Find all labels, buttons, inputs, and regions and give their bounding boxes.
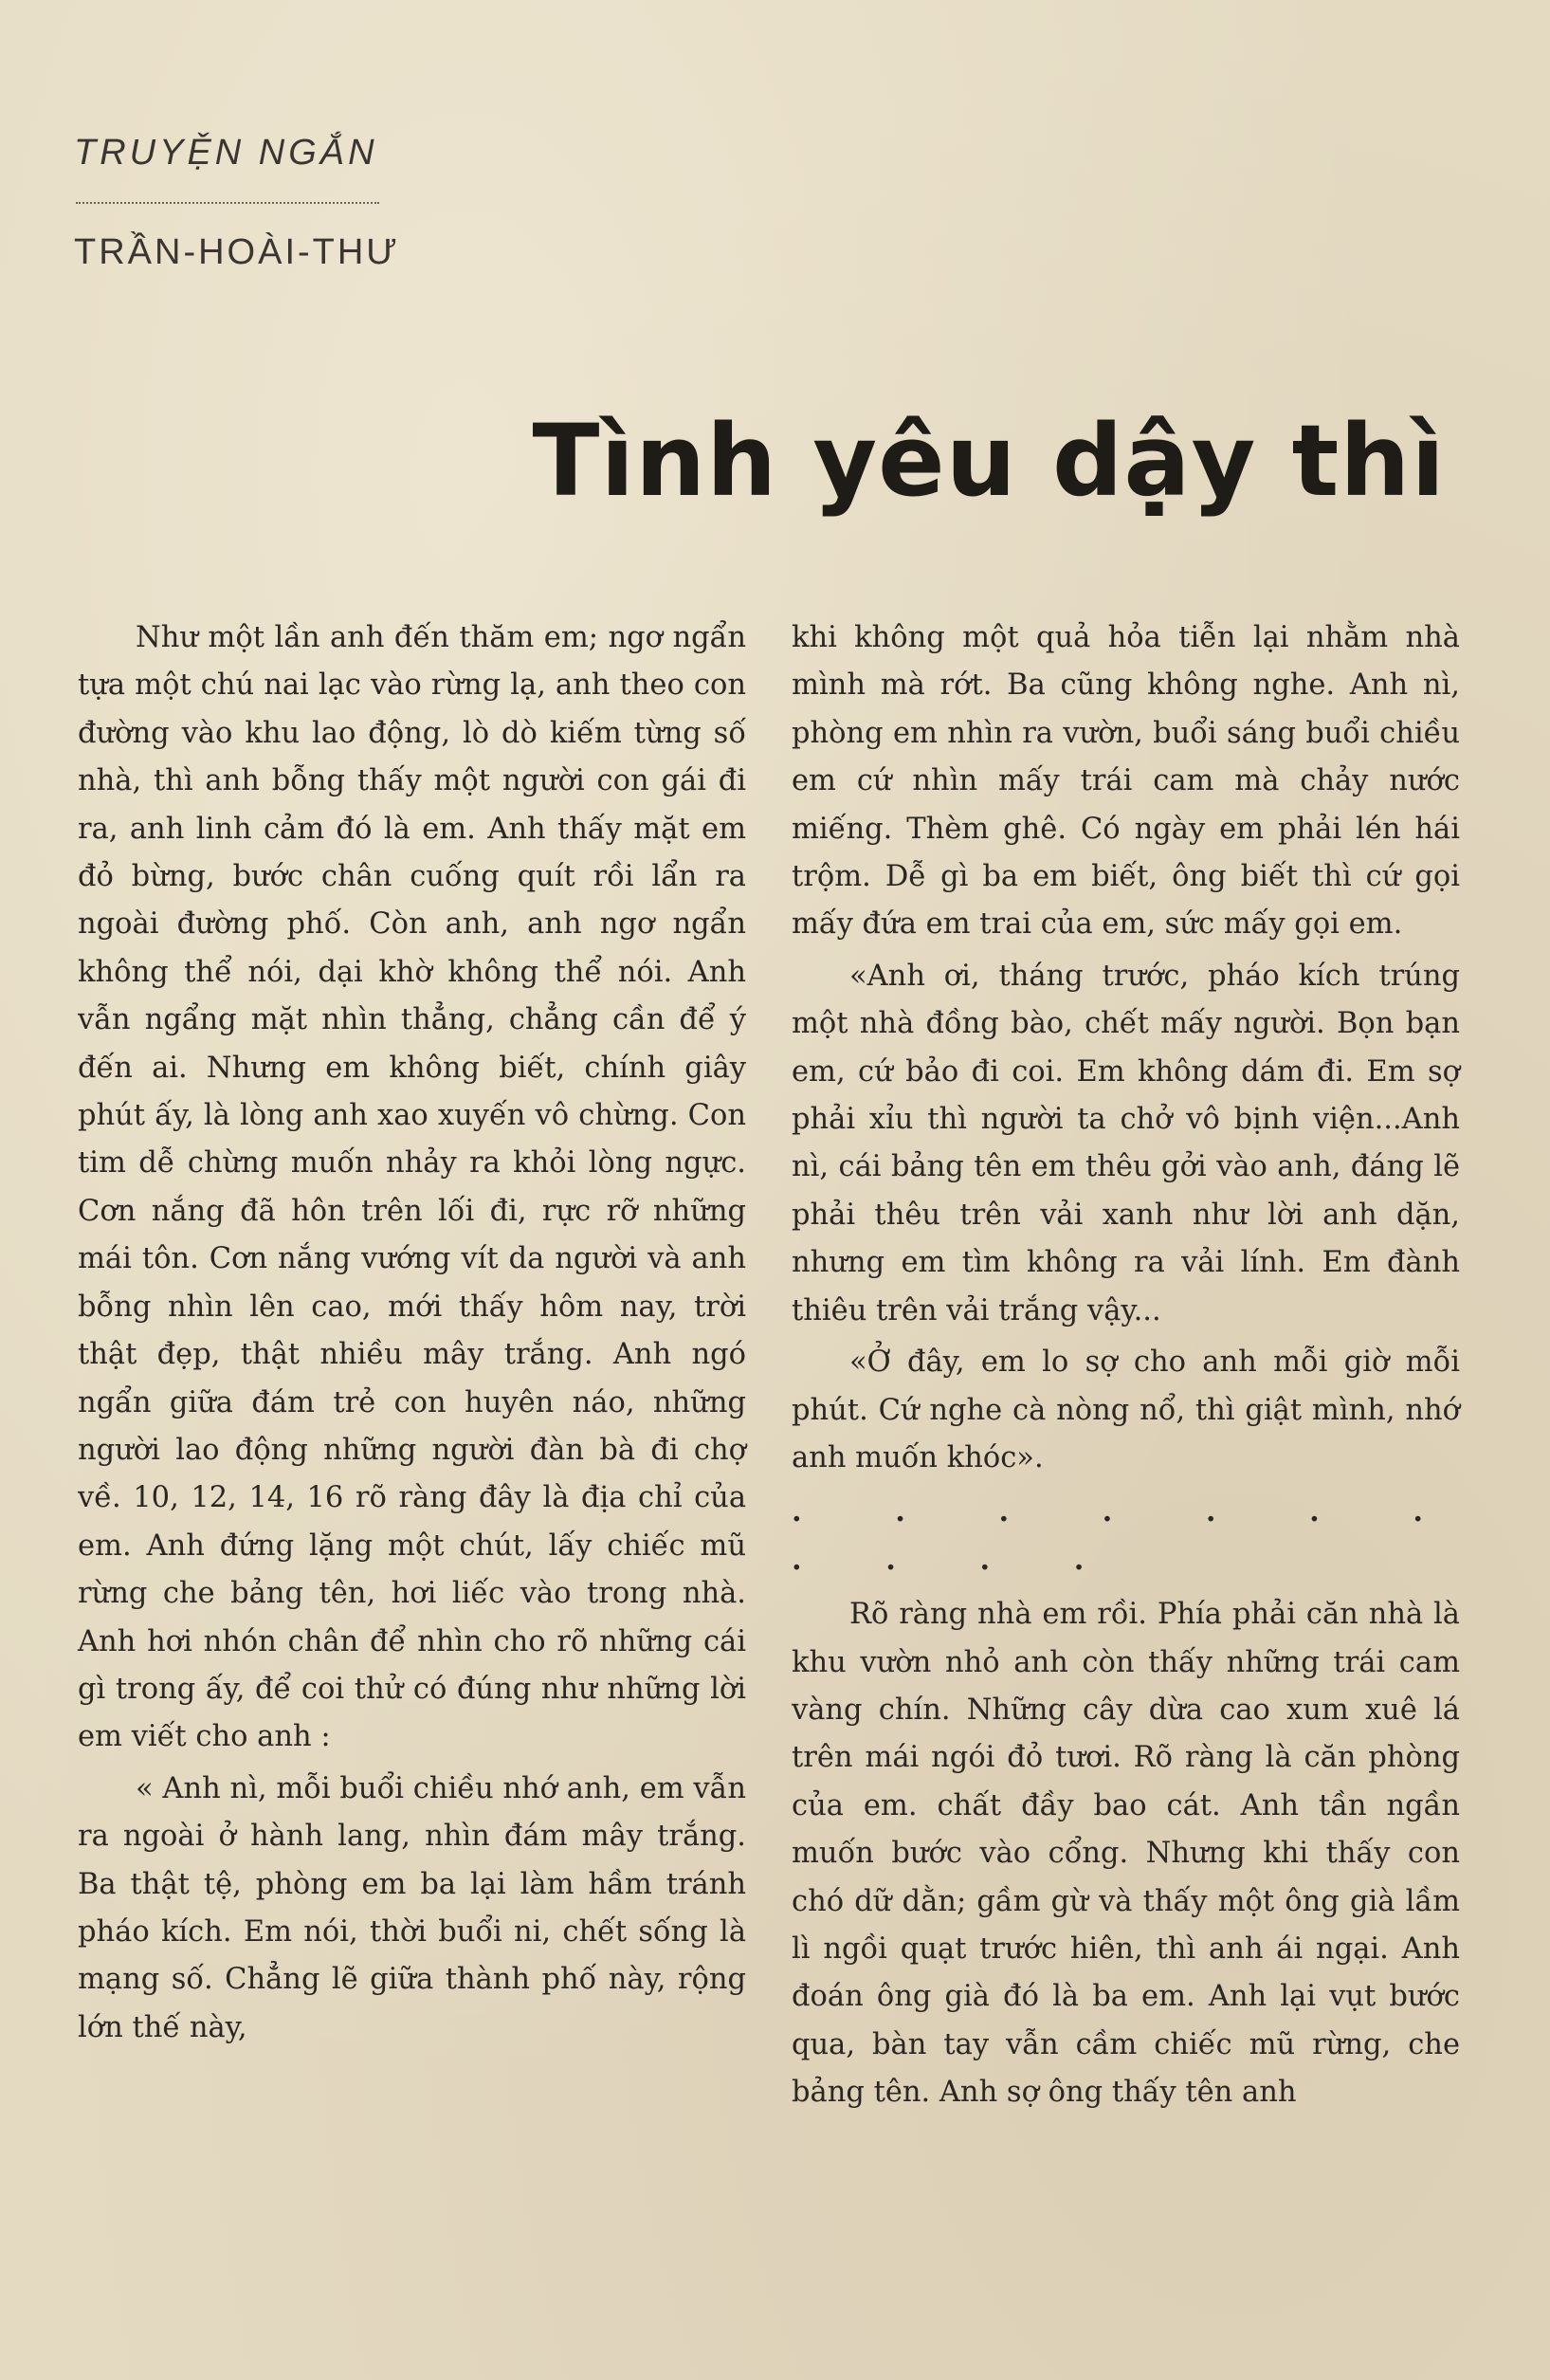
author-name: TRẦN-HOÀI-THƯ [74, 232, 400, 272]
right-paragraph-3: «Ở đây, em lo sợ cho anh mỗi giờ mỗi phút. Cứ nghe cà nòng nổ, thì giật mình, nhớ anh muốn khóc». [792, 1346, 1460, 1474]
left-paragraph-2: « Anh nì, mỗi buổi chiều nhớ anh, em vẫn ra ngoài ở hành lang, nhìn đám mây trắng. Ba thật tệ, phòng em ba lại làm hầm tránh pháo kích. Em nói, thời buổi ni, chết sống là mạng số. Chẳng lẽ giữa thành phố này, rộng lớn thế này, [78, 1771, 746, 2044]
left-paragraph-1: Như một lần anh đến thăm em; ngơ ngẩn tựa một chú nai lạc vào rừng lạ, anh theo con đường vào khu lao động, lò dò kiếm từng số nhà, thì anh bỗng thấy một người con gái đi ra, anh linh cảm đó là em. Anh thấy mặt em đỏ bừng, bước chân cuống quít rồi lẩn ra ngoài đường phố. Còn anh, anh ngơ ngẩn không thể nói, dại khờ không thể nói. Anh vẫn ngẩng mặt nhìn thẳng, chẳng cần để ý đến ai. Nhưng em không biết, chính giây phút ấy, là lòng anh xao xuyến vô chừng. Con tim dễ chừng muốn nhảy ra khỏi lòng ngực. Cơn nắng đã hôn trên lối đi, rực rỡ những mái tôn. Cơn nắng vướng vít da người và anh bỗng nhìn lên cao, mới thấy hôm nay, trời thật đẹp, thật nhiều mây trắng. Anh ngó ngẩn giữa đám trẻ con huyên náo, những người lao động những người đàn bà đi chợ về. 10, 12, 14, 16 rõ ràng đây là địa chỉ của em. Anh đứng lặng một chút, lấy chiếc mũ rừng che bảng tên, hơi liếc vào trong nhà. Anh hơi nhón chân để nhìn cho rõ những cái gì trong ấy, để coi thử có đúng như những lời em viết cho anh : [78, 621, 746, 1754]
dotted-divider [76, 202, 379, 204]
right-column [792, 614, 1460, 2117]
right-paragraph-4: Rõ ràng nhà em rồi. Phía phải căn nhà là khu vườn nhỏ anh còn thấy những trái cam vàng chín. Những cây dừa cao xum xuê lá trên mái ngói đỏ tươi. Rõ ràng là căn phòng của em. chất đầy bao cát. Anh tần ngần muốn bước vào cổng. Nhưng khi thấy con chó dữ dằn; gầm gừ và thấy một ông già lầm lì ngồi quạt trước hiên, thì anh ái ngại. Anh đoán ông già đó là ba em. Anh lại vụt bước qua, bàn tay vẫn cầm chiếc mũ rừng, che bảng tên. Anh sợ ông thấy tên anh [792, 1598, 1460, 2110]
section-label: TRUYỆN NGẮN [74, 133, 378, 173]
right-paragraph-2: «Anh ơi, tháng trước, pháo kích trúng một nhà đồng bào, chết mấy người. Bọn bạn em, cứ bảo đi coi. Em không dám đi. Em sợ phải xỉu thì người ta chở vô bịnh viện...Anh nì, cái bảng tên em thêu gởi vào anh, đáng lẽ phải thêu trên vải xanh như lời anh dặn, nhưng em tìm không ra vải lính. Em đành thiêu trên vải trắng vậy... [792, 959, 1460, 1327]
left-column [78, 614, 746, 2052]
section-break-dots: . . . . . . . . . . . [792, 1494, 1460, 1577]
story-title: Tình yêu dậy thì [532, 403, 1446, 519]
right-paragraph-1: khi không một quả hỏa tiễn lại nhằm nhà mình mà rớt. Ba cũng không nghe. Anh nì, phòng em nhìn ra vườn, buổi sáng buổi chiều em cứ nhìn mấy trái cam mà chảy nước miếng. Thèm ghê. Có ngày em phải lén hái trộm. Dễ gì ba em biết, ông biết thì cứ gọi mấy đứa em trai của em, sức mấy gọi em. [792, 621, 1460, 942]
